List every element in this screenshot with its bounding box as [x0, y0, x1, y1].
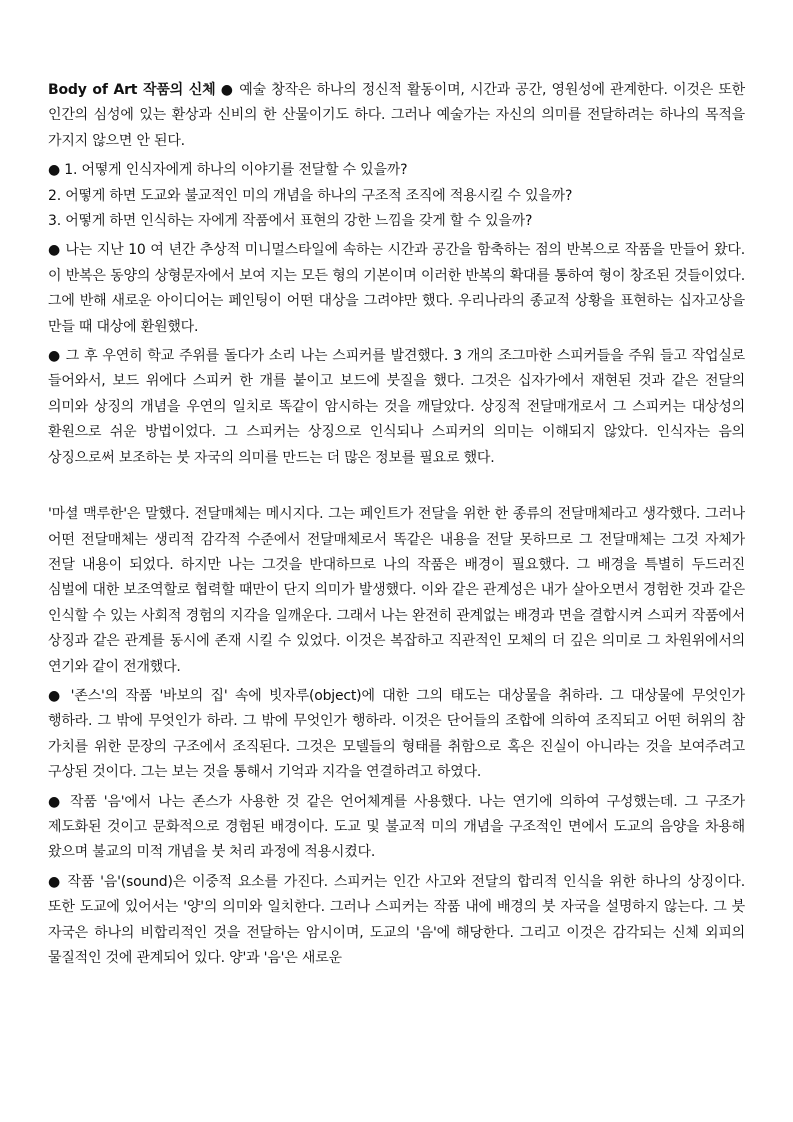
- intro-paragraph: [48, 78, 745, 154]
- section-spacer: [48, 475, 745, 502]
- body-paragraph-sound: ● 작품 '음'(sound)은 이중적 요소를 가진다. 스피커는 인간 사고와 전달의 합리적 인식을 위한 하나의 상징이다. 또한 도교에 있어서는 '양'의 의미와 일치한다. 그러나 스피커는 작품 내에 배경의 붓 자국을 설명하지 않는다. 그 붓 자국은 하나의 비합리적인 것을 전달하는 암시이며, 도교의 '음'에 해당한다. 그리고 이것은 감각되는 신체 외피의 물질적인 것에 관계되어 있다. 양'과 '음'은 새로운: [48, 873, 745, 966]
- body-paragraph-mcluhan: '마셜 맥루한'은 말했다. 전달매체는 메시지다. 그는 페인트가 전달을 위한 한 종류의 전달매체라고 생각했다. 그러나 어떤 전달매체는 생리적 감각적 수준에서 전달매체로서 똑같은 내용을 전달 못하므로 그 전달매체는 그것 자체가 전달 내용이 되었다. 하지만 나는 그것을 반대하므로 나의 작품은 배경이 필요했다. 그 배경을 특별히 두드러진 심벌에 대한 보조역할로 협력할 때만이 단지 의미가 발생했다. 이와 같은 관계성은 내가 살아오면서 경험한 것과 같은 인식할 수 있는 사회적 경험의 지각을 일깨운다. 그래서 나는 완전히 관계없는 배경과 면을 결합시켜 스피커 작품에서 상징과 같은 관계를 동시에 존재 시킬 수 있었다. 이것은 복잡하고 직관적인 모체의 더 깊은 의미로 그 차원위에서의 연기와 같이 전개했다.: [48, 506, 745, 675]
- body-paragraph-minimal-style: ● 나는 지난 10 여 년간 추상적 미니멀스타일에 속하는 시간과 공간을 함축하는 점의 반복으로 작품을 만들어 왔다. 이 반복은 동양의 상형문자에서 보여 지는 모든 형의 기본이며 이러한 반복의 확대를 통하여 형이 창조된 것들이었다. 그에 반해 새로운 아이디어는 페인팅이 어떤 대상을 그려야만 했다. 우리나라의 종교적 상황을 표현하는 십자고상을 만들 때 대상에 환원했다.: [48, 242, 745, 335]
- body-paragraph-eum: ● 작품 '음'에서 나는 존스가 사용한 것 같은 언어체계를 사용했다. 나는 연기에 의하여 구성했는데. 그 구조가 제도화된 것이고 문화적으로 경험된 배경이다. 도교 및 불교적 미의 개념을 구조적인 면에서 도교의 음양을 차용해 왔으며 불교의 미적 개념을 붓 처리 과정에 적용시켰다.: [48, 793, 745, 861]
- question-2: 2. 어떻게 하면 도교와 불교적인 미의 개념을 하나의 구조적 조직에 적용시킬 수 있을까?: [48, 187, 573, 204]
- question-1: ● 1. 어떻게 인식자에게 하나의 이야기를 전달할 수 있을까?: [48, 162, 408, 179]
- body-paragraph-speaker: ● 그 후 우연히 학교 주위를 돌다가 소리 나는 스피커를 발견했다. 3 개의 조그마한 스피커들을 주워 들고 작업실로 들어와서, 보드 위에다 스피커 한 개를 붙이고 보드에 붓질을 했다. 그것은 십자가에서 재현된 것과 같은 전달의 의미와 상징의 개념을 우연의 일치로 똑같이 암시하는 것을 깨달았다. 상징적 전달매개로서 그 스피커는 대상성의 환원으로 쉬운 방법이었다. 그 스피커는 상징으로 인식되나 스피커의 의미는 이해되지 않았다. 인식자는 음의 상징으로써 보조하는 붓 자국의 의미를 만드는 더 많은 정보를 필요로 했다.: [48, 348, 745, 466]
- document-title: Body of Art 작품의 신체: [48, 82, 216, 98]
- document-page: [48, 78, 745, 975]
- question-3: 3. 어떻게 하면 인식하는 자에게 작품에서 표현의 강한 느낌을 갖게 할 수 있을까?: [48, 213, 533, 230]
- body-paragraph-johns: ● '존스'의 작품 '바보의 집' 속에 빗자루(object)에 대한 그의 태도는 대상물을 취하라. 그 대상물에 무엇인가 행하라. 그 밖에 무엇인가 하라. 그 밖에 무엇인가 행하라. 이것은 단어들의 조합에 의하여 조직되고 어떤 허위의 참 가치를 위한 문장의 구조에서 조직된다. 그것은 모델들의 형태를 취함으로 혹은 진실이 아니라는 것을 보여주려고 구상된 것이다. 그는 보는 것을 통해서 기억과 지각을 연결하려고 하였다.: [48, 687, 745, 781]
- intro-text: ● 예술 창작은 하나의 정신적 활동이며, 시간과 공간, 영원성에 관계한다. 이것은 또한 인간의 심성에 있는 환상과 신비의 한 산물이기도 하다. 그러나 예술가는 자신의 의미를 전달하려는 하나의 목적을 가지지 않으면 안 된다.: [48, 82, 745, 149]
